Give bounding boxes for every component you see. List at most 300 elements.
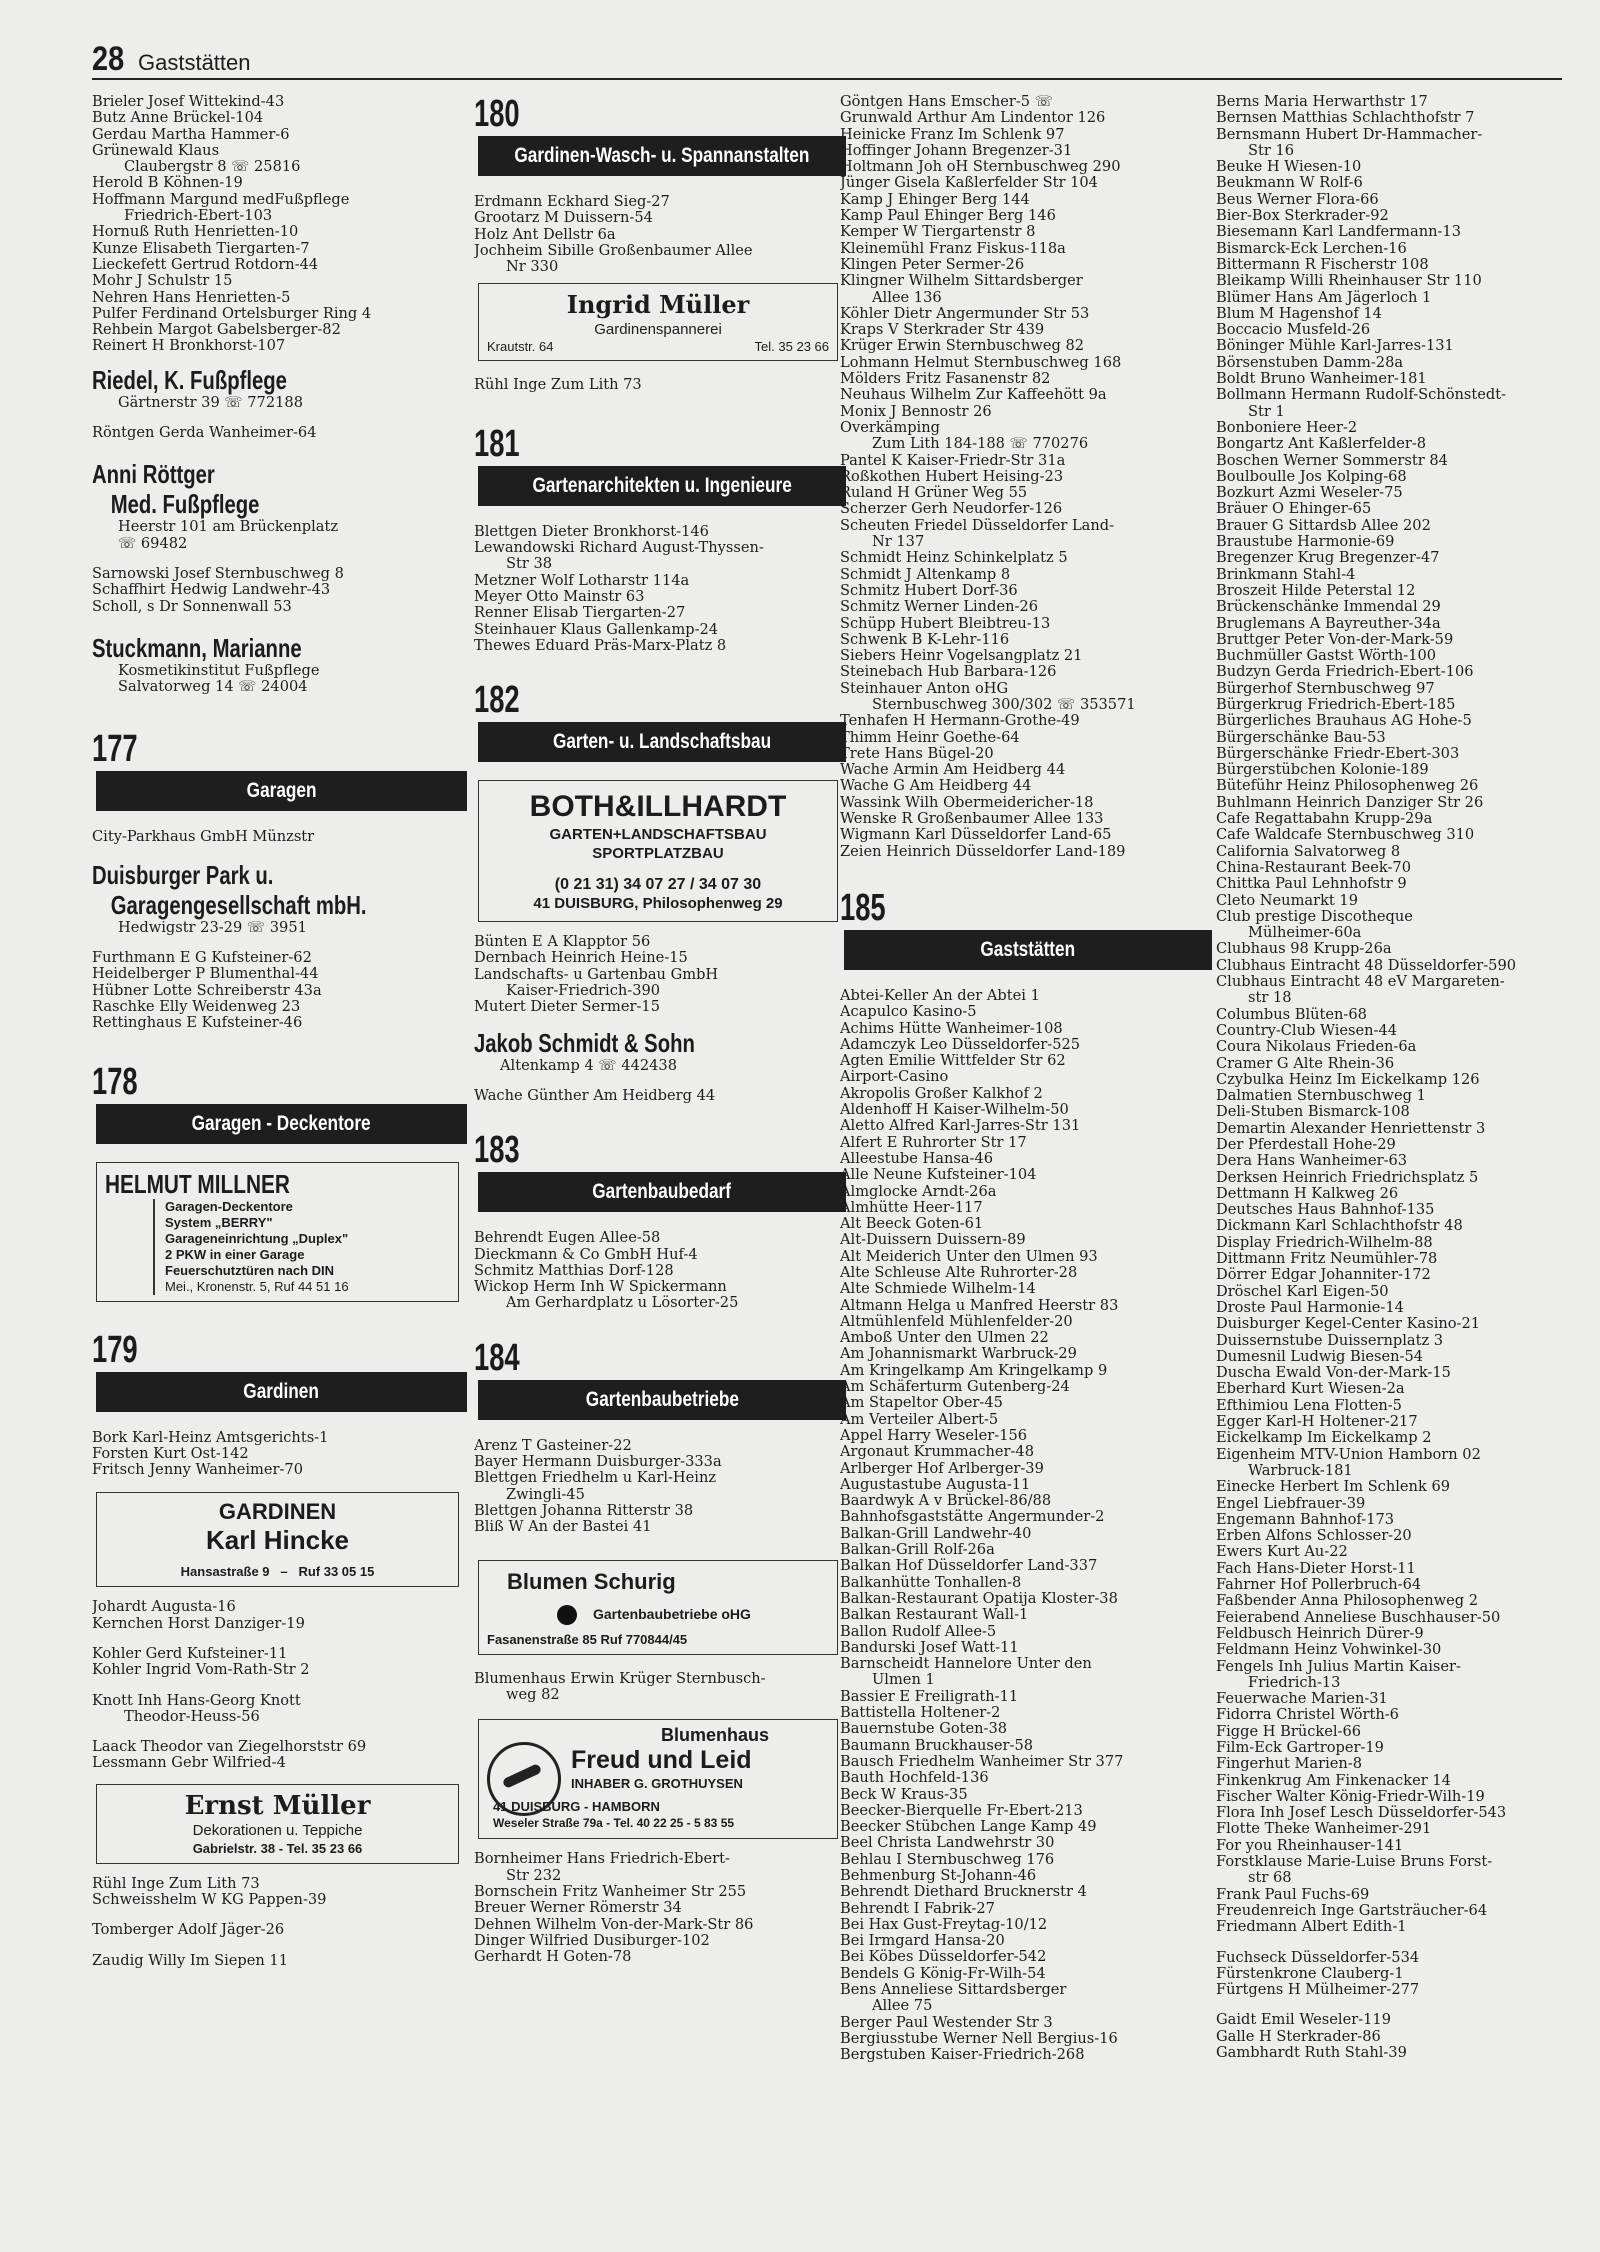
- listing-entry: [1216, 485, 1576, 501]
- listing-line: Heinicke Franz Im Schlenk 97: [840, 125, 1065, 143]
- listing-line: Arlberger Hof Arlberger-39: [840, 1459, 1044, 1477]
- listing-line: Dinger Wilfried Dusiburger-102: [474, 1931, 710, 1949]
- listing-line: Bendels G König-Fr-Wilh-54: [840, 1964, 1046, 1982]
- listing-entry: [1216, 1447, 1576, 1480]
- listing-line: Boschen Werner Sommerstr 84: [1216, 451, 1448, 469]
- listing-entry: [840, 1542, 1212, 1558]
- listing-entry: [474, 524, 846, 540]
- listing-entry: [1216, 1365, 1576, 1381]
- listing-line: Krüger Erwin Sternbuschweg 82: [840, 337, 1085, 355]
- section-bar: [478, 1380, 846, 1420]
- listing-entry: [1216, 2012, 1576, 2028]
- listing-entry: [840, 1591, 1212, 1607]
- listing-line: Wache Armin Am Heidberg 44: [840, 761, 1066, 779]
- listing-line: Chittka Paul Lehnhofstr 9: [1216, 875, 1407, 893]
- listing-entry: [1216, 241, 1576, 257]
- listing-entry: [1216, 632, 1576, 648]
- listing-line: Alt Meiderich Unter den Ulmen 93: [840, 1247, 1098, 1265]
- listing-entry: [474, 1900, 846, 1916]
- listing-address: Salvatorweg 14 ☏ 24004: [118, 678, 308, 696]
- listing-entry: [840, 811, 1212, 827]
- listing-entry: [840, 1069, 1212, 1085]
- listing-jakob-schmidt: Jakob Schmidt & Sohn: [474, 1027, 695, 1058]
- listing-line: Flora Inh Josef Lesch Düsseldorfer-543: [1216, 1804, 1507, 1822]
- listing-entry: [840, 1803, 1212, 1819]
- listing-line: Altmann Helga u Manfred Heerstr 83: [840, 1296, 1119, 1314]
- listing-entry: [840, 1575, 1212, 1591]
- listing-entry: [1216, 762, 1576, 778]
- listing-line: Frank Paul Fuchs-69: [1216, 1885, 1370, 1903]
- listing-entry: [1216, 893, 1576, 909]
- listing-entry: [840, 1477, 1212, 1493]
- listing-line: Bismarck-Eck Lerchen-16: [1216, 239, 1407, 257]
- listing-entry: [92, 257, 467, 273]
- listing-line: Balkan Restaurant Wall-1: [840, 1606, 1029, 1624]
- listing-entry: [1216, 713, 1576, 729]
- listing-entry: [1216, 599, 1576, 615]
- listing-line: Country-Club Wiesen-44: [1216, 1021, 1398, 1039]
- ad-title: Karl Hincke: [205, 1525, 350, 1556]
- listing-line: Schmidt J Altenkamp 8: [840, 565, 1011, 583]
- listing-line: Meyer Otto Mainstr 63: [474, 587, 645, 605]
- listing-entry: [840, 1689, 1212, 1705]
- listing-entry: [92, 306, 467, 322]
- listing-line: Eickelkamp Im Eickelkamp 2: [1216, 1429, 1432, 1447]
- listing-line: Bürgerkrug Friedrich-Ebert-185: [1216, 695, 1456, 713]
- listing-group: [1216, 94, 1576, 2061]
- column-4: [1216, 94, 1576, 2234]
- listing-entry: [840, 1656, 1212, 1689]
- listing-entry: [1216, 1854, 1576, 1887]
- listing-line: China-Restaurant Beek-70: [1216, 858, 1412, 876]
- listing-line: Duisburger Kegel-Center Kasino-21: [1216, 1315, 1481, 1333]
- section-bar: [96, 771, 467, 811]
- listing-entry: [840, 322, 1212, 338]
- listing-entry: [1216, 224, 1576, 240]
- listing-entry: [840, 1184, 1212, 1200]
- listing-line: Wigmann Karl Düsseldorfer Land-65: [840, 826, 1112, 844]
- listing-entry: [1216, 1398, 1576, 1414]
- listing-line: Lohmann Helmut Sternbuschweg 168: [840, 353, 1122, 371]
- listing-line: Battistella Holtener-2: [840, 1704, 1001, 1722]
- listing-line: Zaudig Willy Im Siepen 11: [92, 1951, 288, 1969]
- listing-line: Der Pferdestall Hohe-29: [1216, 1136, 1396, 1153]
- listing-continuation: Str 16: [1248, 141, 1295, 159]
- listing-entry: [1216, 355, 1576, 371]
- listing-entry: [1216, 1072, 1576, 1088]
- listing-line: For you Rheinhauser-141: [1216, 1836, 1404, 1854]
- listing-line: Flotte Theke Wanheimer-291: [1216, 1820, 1432, 1838]
- ad-address: Krautstr. 64: [487, 339, 554, 355]
- listing-line: Laack Theodor van Ziegelhorststr 69: [92, 1738, 367, 1756]
- listing-entry: [840, 583, 1212, 599]
- listing-entry: [1216, 1267, 1576, 1283]
- listing-line: Steinhauer Klaus Gallenkamp-24: [474, 620, 719, 638]
- listing-entry: [1216, 1610, 1576, 1626]
- listing-line: Hübner Lotte Schreiberstr 43a: [92, 981, 322, 999]
- section-bar: [478, 1172, 846, 1212]
- listing-entry: [840, 1868, 1212, 1884]
- listing-line: Bausch Friedhelm Wanheimer Str 377: [840, 1752, 1124, 1770]
- listing-line: Alt-Duissern Duissern-89: [840, 1231, 1026, 1249]
- listing-entry: [92, 566, 467, 582]
- listing-entry: [840, 420, 1212, 453]
- listing-continuation: Zum Lith 184-188 ☏ 770276: [872, 435, 1089, 453]
- listing-entry: [840, 827, 1212, 843]
- listing-entry: [1216, 648, 1576, 664]
- listing-continuation: Kaiser-Friedrich-390: [506, 982, 661, 1000]
- listing-entry: [1216, 730, 1576, 746]
- ad-separator: –: [280, 1564, 288, 1580]
- listing-line: Sarnowski Josef Sternbuschweg 8: [92, 564, 344, 582]
- listing-line: Bergstuben Kaiser-Friedrich-268: [840, 2046, 1085, 2064]
- listing-entry: [840, 257, 1212, 273]
- listing-entry: [1216, 664, 1576, 680]
- listing-line: Faßbender Anna Philosophenweg 2: [1216, 1592, 1479, 1610]
- listing-line: Nehren Hans Henrietten-5: [92, 288, 291, 306]
- listing-line: Achims Hütte Wanheimer-108: [840, 1019, 1063, 1037]
- section-number: 181: [474, 422, 520, 465]
- listing-line: Efthimiou Lena Flotten-5: [1216, 1396, 1402, 1414]
- listing-line: Schmitz Hubert Dorf-36: [840, 581, 1018, 599]
- listing-line: Blümer Hans Am Jägerloch 1: [1216, 288, 1432, 306]
- listing-entry: [840, 1086, 1212, 1102]
- ad-line: Garageneinrichtung „Duplex": [165, 1230, 349, 1246]
- listing-entry: [1216, 1088, 1576, 1104]
- listing-line: Balkan-Grill Rolf-26a: [840, 1541, 995, 1559]
- listing-line: Derksen Heinrich Friedrichsplatz 5: [1216, 1168, 1479, 1186]
- listing-entry: [474, 1470, 846, 1503]
- listing-line: Fischer Walter König-Friedr-Wilh-19: [1216, 1787, 1485, 1805]
- listing-entry: [840, 1607, 1212, 1623]
- listing-entry: [840, 2047, 1212, 2063]
- listing-line: Clubhaus 98 Krupp-26a: [1216, 940, 1392, 958]
- listing-entry: [474, 540, 846, 573]
- listing-entry: [474, 1503, 846, 1519]
- listing-line: Boccacio Musfeld-26: [1216, 321, 1371, 339]
- listing-entry: [1216, 1805, 1576, 1821]
- listing-entry: [1216, 1707, 1576, 1723]
- ad-phone: Tel. 35 23 66: [754, 339, 829, 355]
- listing-entry: [92, 1646, 467, 1662]
- listing-line: Wache G Am Heidberg 44: [840, 777, 1032, 795]
- listing-entry: [1216, 681, 1576, 697]
- listing-line: Almglocke Arndt-26a: [840, 1182, 997, 1200]
- listing-line: Appel Harry Weseler-156: [840, 1426, 1028, 1444]
- listing-line: Duissernstube Duissernplatz 3: [1216, 1331, 1444, 1349]
- listing-line: California Salvatorweg 8: [1216, 842, 1401, 860]
- listing-line: Biesemann Karl Landfermann-13: [1216, 223, 1462, 241]
- listing-line: Bürgerhof Sternbuschweg 97: [1216, 679, 1435, 697]
- listing-line: Berger Paul Westender Str 3: [840, 2013, 1053, 2031]
- listing-line: Bonboniere Heer-2: [1216, 418, 1358, 436]
- listing-line: Film-Eck Gartroper-19: [1216, 1738, 1384, 1756]
- listing-continuation: Zwingli-45: [506, 1485, 585, 1503]
- listing-line: Bork Karl-Heinz Amtsgerichts-1: [92, 1428, 329, 1446]
- listing-line: Köhler Dietr Angermunder Str 53: [840, 304, 1090, 322]
- listing-entry: [1216, 1381, 1576, 1397]
- listing-line: Knott Inh Hans-Georg Knott: [92, 1691, 301, 1709]
- listing-line: Boldt Bruno Wanheimer-181: [1216, 370, 1427, 388]
- listing-entry: [1216, 306, 1576, 322]
- listing-group: [474, 1671, 846, 1704]
- listing-line: Wenske R Großenbaumer Allee 133: [840, 810, 1104, 828]
- listing-entry: [1216, 1903, 1576, 1919]
- listing-entry: [1216, 1414, 1576, 1430]
- listing-line: Blum M Hagenshof 14: [1216, 304, 1382, 322]
- listing-line: Feierabend Anneliese Buschhauser-50: [1216, 1608, 1501, 1626]
- listing-continuation: Sternbuschweg 300/302 ☏ 353571: [872, 695, 1136, 713]
- listing-entry: [1216, 1561, 1576, 1577]
- listing-line: Fürstenkrone Clauberg-1: [1216, 1964, 1404, 1982]
- listing-entry: [474, 1671, 846, 1704]
- listing-entry: [840, 1509, 1212, 1525]
- listing-entry: [1216, 290, 1576, 306]
- listing-entry: [1216, 534, 1576, 550]
- listing-line: Brinkmann Stahl-4: [1216, 565, 1356, 583]
- listing-entry: [840, 1004, 1212, 1020]
- listing-line: Fidorra Christel Wörth-6: [1216, 1706, 1399, 1724]
- listing-entry: [1216, 1202, 1576, 1218]
- ad-line: Garagen-Deckentore: [165, 1198, 293, 1214]
- listing-line: Blettgen Dieter Bronkhorst-146: [474, 522, 709, 540]
- listing-line: Schaffhirt Hedwig Landwehr-43: [92, 581, 331, 599]
- listing-line: Wickop Herm Inh W Spickermann: [474, 1278, 727, 1296]
- listing-line: Fengels Inh Julius Martin Kaiser-: [1216, 1657, 1461, 1675]
- page-header: [92, 36, 1562, 80]
- listing-line: Bünten E A Klapptor 56: [474, 933, 651, 951]
- listing-entry: [92, 1922, 467, 1938]
- listing-entry: [474, 1438, 846, 1454]
- listing-entry: City-Parkhaus GmbH Münzstr: [92, 828, 315, 846]
- listing-line: Eigenheim MTV-Union Hamborn 02: [1216, 1445, 1481, 1463]
- listing-line: Dieckmann & Co GmbH Huf-4: [474, 1245, 698, 1263]
- listing-line: Abtei-Keller An der Abtei 1: [840, 986, 1040, 1004]
- listing-entry: [1216, 876, 1576, 892]
- section-number: 178: [92, 1060, 138, 1103]
- section-number: 184: [474, 1336, 520, 1379]
- listing-entry: [92, 175, 467, 191]
- listing-line: Dickmann Karl Schlachthofstr 48: [1216, 1217, 1463, 1235]
- listing-entry: [1216, 1642, 1576, 1658]
- listing-entry: [1216, 501, 1576, 517]
- listing-entry: [1216, 208, 1576, 224]
- listing-line: Behrendt Diethard Brucknerstr 4: [840, 1883, 1087, 1901]
- listing-line: Augustastube Augusta-11: [840, 1475, 1031, 1493]
- listing-line: Baumann Bruckhauser-58: [840, 1736, 1034, 1754]
- ad-line: SPORTPLATZBAU: [592, 845, 724, 863]
- listing-continuation: Str 1: [1248, 402, 1285, 420]
- listing-line: Adamczyk Leo Düsseldorfer-525: [840, 1035, 1081, 1053]
- listing-entry: [1216, 1740, 1576, 1756]
- listing-entry: [474, 1230, 846, 1246]
- listing-entry: [474, 573, 846, 589]
- listing-entry: [840, 1216, 1212, 1232]
- listing-entry: [1216, 1919, 1576, 1935]
- column-1: [92, 94, 467, 2234]
- listing-line: Neuhaus Wilhelm Zur Kaffeehött 9a: [840, 386, 1107, 404]
- listing-address: Heerstr 101 am Brückenplatz: [118, 518, 339, 536]
- listing-entry: [92, 241, 467, 257]
- listing-line: Metzner Wolf Lotharstr 114a: [474, 571, 690, 589]
- section-bar: [844, 930, 1212, 970]
- listing-entry: [840, 143, 1212, 159]
- listing-entry: [840, 469, 1212, 485]
- listing-line: Bahnhofsgaststätte Angermunder-2: [840, 1508, 1105, 1526]
- listing-entry: [1216, 1593, 1576, 1609]
- listing-entry: [92, 1892, 467, 1908]
- listing-entry: [840, 1314, 1212, 1330]
- listing-line: Berns Maria Herwarthstr 17: [1216, 94, 1428, 110]
- listing-phone: ☏ 69482: [118, 534, 188, 552]
- listing-entry: [92, 1430, 467, 1446]
- listing-entry: [840, 241, 1212, 257]
- listing-line: Figge H Brückel-66: [1216, 1722, 1362, 1740]
- listing-line: Agten Emilie Wittfelder Str 62: [840, 1052, 1066, 1070]
- listing-entry: [840, 762, 1212, 778]
- ad-ernst-mueller: Ernst Müller Dekorationen u. Teppiche Gabrielstr. 38 - Tel. 35 23 66: [96, 1784, 459, 1864]
- listing-entry: [840, 1265, 1212, 1281]
- listing-line: Mohr J Schulstr 15: [92, 272, 233, 290]
- listing-line: Grunwald Arthur Am Lindentor 126: [840, 109, 1106, 127]
- listing-entry: [1216, 175, 1576, 191]
- section-number: 185: [840, 886, 886, 929]
- listing-entry: [1216, 1966, 1576, 1982]
- ad-hincke: [96, 1492, 459, 1587]
- listing-entry: [1216, 1170, 1576, 1186]
- listing-line: Raschke Elly Weidenweg 23: [92, 997, 301, 1015]
- listing-line: Beuke H Wiesen-10: [1216, 158, 1362, 176]
- listing-entry: [1216, 1691, 1576, 1707]
- listing-entry: [840, 127, 1212, 143]
- listing-group: [474, 1230, 846, 1311]
- listing-line: Am Stapeltor Ober-45: [840, 1394, 1003, 1412]
- listing-entry: [1216, 1496, 1576, 1512]
- listing-entry: [1216, 436, 1576, 452]
- listing-line: Beel Christa Landwehrstr 30: [840, 1834, 1055, 1852]
- listing-line: Bayer Hermann Duisburger-333a: [474, 1453, 722, 1471]
- listing-entry: [92, 983, 467, 999]
- listing-entry: [1216, 550, 1576, 566]
- listing-entry: [840, 2015, 1212, 2031]
- listing-line: Arenz T Gasteiner-22: [474, 1436, 632, 1454]
- listing-entry: [840, 94, 1212, 110]
- listing-line: Brieler Josef Wittekind-43: [92, 94, 285, 110]
- listing-entry: [1216, 1251, 1576, 1267]
- listing-line: Demartin Alexander Henriettenstr 3: [1216, 1119, 1486, 1137]
- listing-entry: [474, 999, 846, 1015]
- listing-line: Bruglemans A Bayreuther-34a: [1216, 614, 1441, 632]
- listing-line: Blumenhaus Erwin Krüger Sternbusch-: [474, 1669, 766, 1687]
- spacer: [1216, 1998, 1576, 2012]
- listing-line: Friedmann Albert Edith-1: [1216, 1918, 1407, 1936]
- listing-entry: [1216, 469, 1576, 485]
- listing-entry: [1216, 159, 1576, 175]
- listing-roettger: Anni Röttger: [92, 459, 215, 490]
- listing-entry: [840, 1135, 1212, 1151]
- listing-entry: [840, 1412, 1212, 1428]
- listing-line: Bongartz Ant Kaßlerfelder-8: [1216, 435, 1427, 453]
- listing-line: Cramer G Alte Rhein-36: [1216, 1054, 1395, 1072]
- listing-entry: [840, 795, 1212, 811]
- listing-entry: [92, 1693, 467, 1726]
- listing-group: [840, 988, 1212, 2064]
- listing-entry: [840, 518, 1212, 551]
- listing-entry: [1216, 127, 1576, 160]
- listing-entry: [92, 224, 467, 240]
- listing-entry: [1216, 1218, 1576, 1234]
- listing-line: Dumesnil Ludwig Biesen-54: [1216, 1347, 1424, 1365]
- listing-line: Gerhardt H Goten-78: [474, 1948, 632, 1966]
- listing-entry: [92, 999, 467, 1015]
- listing-entry: [1216, 1186, 1576, 1202]
- listing-entry: [840, 1852, 1212, 1868]
- listing-entry: [840, 338, 1212, 354]
- listing-line: Büteführ Heinz Philosophenweg 26: [1216, 777, 1479, 795]
- listing-line: Zeien Heinrich Düsseldorfer Land-189: [840, 842, 1126, 860]
- listing-entry: [840, 1721, 1212, 1737]
- ad-line: GARTEN+LANDSCHAFTSBAU: [549, 826, 767, 844]
- listing-entry: [474, 227, 846, 243]
- listing-line: Bornheimer Hans Friedrich-Ebert-: [474, 1850, 730, 1868]
- listing-entry: [92, 950, 467, 966]
- listing-entry: [92, 1616, 467, 1632]
- listing-line: Galle H Sterkrader-86: [1216, 2027, 1381, 2045]
- listing-continuation: Allee 75: [872, 1997, 933, 2015]
- listing-entry: [1216, 110, 1576, 126]
- listing-line: Steinebach Hub Barbara-126: [840, 663, 1057, 681]
- listing-line: Erdmann Eckhard Sieg-27: [474, 193, 670, 210]
- listing-line: Behrendt I Fabrik-27: [840, 1899, 995, 1917]
- ad-both-illhardt: [478, 780, 838, 922]
- listing-line: Schwenk B K-Lehr-116: [840, 630, 1010, 648]
- listing-line: Scherzer Gerh Neudorfer-126: [840, 500, 1063, 518]
- listing-entry: [840, 1982, 1212, 2015]
- listing-entry: [474, 1519, 846, 1535]
- listing-entry: [840, 1037, 1212, 1053]
- listing-line: Bei Köbes Düsseldorfer-542: [840, 1948, 1047, 1966]
- listing-line: Dehnen Wilhelm Von-der-Mark-Str 86: [474, 1915, 754, 1933]
- listing-line: Grünewald Klaus: [92, 141, 220, 159]
- listing-entry: [1216, 697, 1576, 713]
- ad-title: Freud und Leid: [571, 1746, 752, 1775]
- listing-line: Schweisshelm W KG Pappen-39: [92, 1891, 327, 1909]
- listing-line: Brauer G Sittardsb Allee 202: [1216, 516, 1431, 534]
- section-title: Gartenbaubedarf: [592, 1180, 732, 1204]
- listing-line: Overkämping: [840, 418, 940, 436]
- listing-line: Schmitz Matthias Dorf-128: [474, 1261, 674, 1279]
- ad-milner: [96, 1162, 459, 1302]
- ad-line: Blumenhaus: [661, 1725, 770, 1746]
- listing-entry: [1216, 1023, 1576, 1039]
- section-bar: [96, 1104, 467, 1144]
- listing-line: Gerdau Martha Hammer-6: [92, 125, 290, 143]
- listing-entry: [1216, 795, 1576, 811]
- listing-group: [840, 94, 1212, 860]
- listing-entry: [92, 1739, 467, 1755]
- listing-continuation: Nr 137: [872, 533, 925, 551]
- listing-line: Feldmann Heinz Vohwinkel-30: [1216, 1641, 1442, 1659]
- listing-entry: [840, 192, 1212, 208]
- listing-line: Balkan-Restaurant Opatija Kloster-38: [840, 1589, 1118, 1607]
- listing-entry: [1216, 1007, 1576, 1023]
- listing-entry: [840, 387, 1212, 403]
- listing-entry: [474, 210, 846, 226]
- listing-entry: [840, 1493, 1212, 1509]
- listing-line: Kernchen Horst Danziger-19: [92, 1614, 305, 1632]
- section-title: Garagen - Deckentore: [192, 1111, 371, 1135]
- listing-entry: [92, 290, 467, 306]
